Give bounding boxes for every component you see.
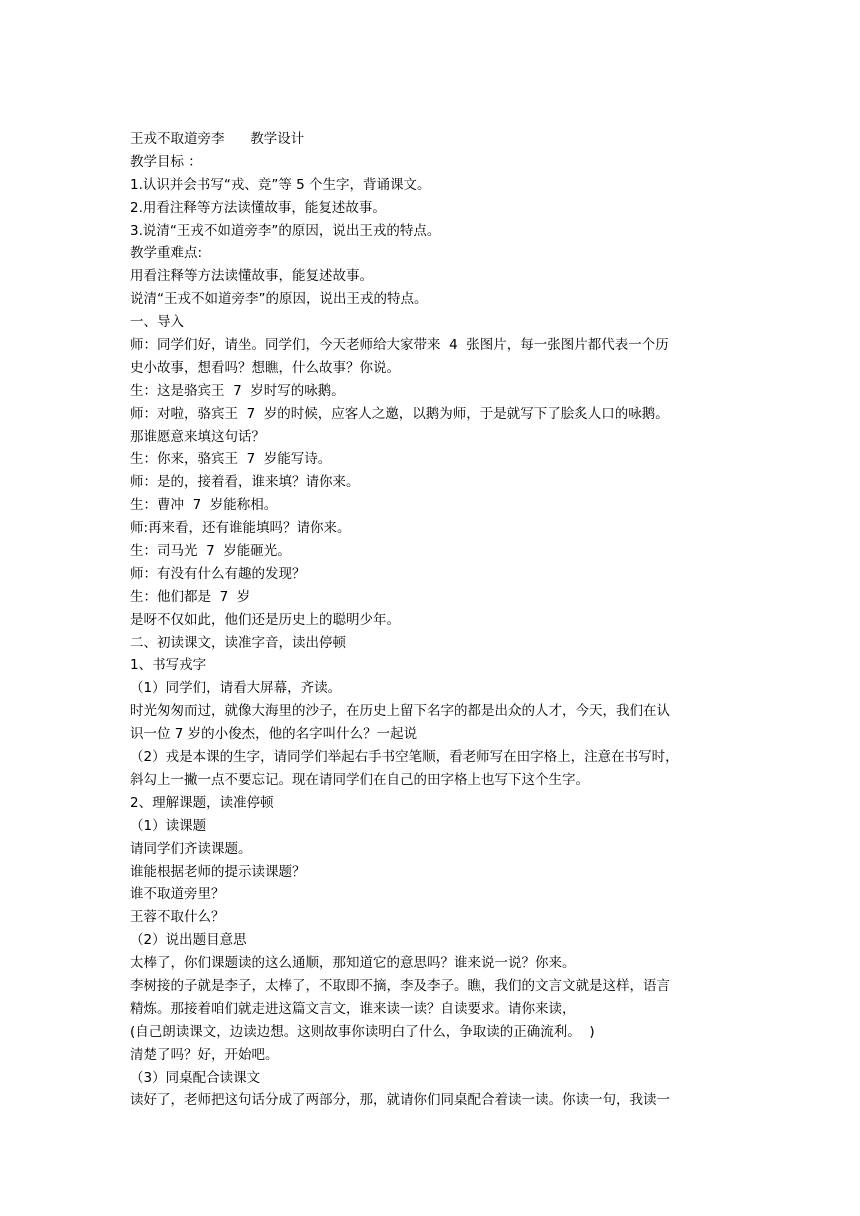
text-line: 2.用看注释等方法读懂故事，能复述故事。 — [130, 199, 386, 216]
text-line: 2、理解课题，读准停顿 — [130, 794, 274, 811]
text-line: 生：司马光 7 岁能砸光。 — [130, 543, 291, 560]
text-line: 用看注释等方法读懂故事，能复述故事。 — [130, 268, 373, 285]
text-line: 师:再来看，还有谁能填吗？请你来。 — [130, 520, 351, 537]
text-line: 生：曹冲 7 岁能称相。 — [130, 497, 278, 514]
text-line: (自己朗读课文，边读边想。这则故事你读明白了什么，争取读的正确流利。 ) — [130, 1023, 595, 1040]
text-line: 生：他们都是 7 岁 — [130, 588, 251, 605]
text-line: 教学目标 ： — [130, 153, 202, 170]
text-line: 请同学们齐读课题。 — [130, 840, 252, 857]
text-line: 那谁愿意来填这句话？ — [130, 428, 265, 445]
text-line: 师：是的，接着看，谁来填？请你来。 — [130, 474, 360, 491]
text-line: 精炼。那接着咱们就走进这篇文言文，谁来读一读？自读要求。请你来读， — [130, 1000, 576, 1017]
text-line: 师：同学们好，请坐。同学们，今天老师给大家带来 4 张图片，每一张图片都代表一个历 — [130, 337, 669, 354]
document-title: 王戎不取道旁李 教学设计 — [130, 131, 305, 147]
text-line: 生：这是骆宾王 7 岁时写的咏鹅。 — [130, 382, 345, 399]
text-line: 太棒了，你们课题读的这么通顺，那知道它的意思吗？谁来说一说？你来。 — [130, 955, 576, 972]
text-line: 谁不取道旁里？ — [130, 886, 225, 903]
text-line: 识一位 7 岁的小俊杰，他的名字叫什么？一起说 — [130, 726, 418, 743]
text-line: 3.说清“王戎不如道旁李”的原因，说出王戎的特点。 — [130, 222, 441, 239]
text-line: （1）读课题 — [130, 817, 207, 834]
text-line: 师：有没有什么有趣的发现？ — [130, 565, 306, 582]
text-line: 师：对啦，骆宾王 7 岁的时候，应客人之邀，以鹅为师，于是就写下了脍炙人口的咏鹅。 — [130, 405, 669, 422]
text-line: 斜勾上一撇一点不要忘记。现在请同学们在自己的田字格上也写下这个生字。 — [130, 771, 589, 788]
text-line: 读好了，老师把这句话分成了两部分，那，就请你们同桌配合着读一读。你读一句，我读一 — [130, 1092, 670, 1109]
text-line: （2）说出题目意思 — [130, 932, 247, 949]
text-line: 生：你来，骆宾王 7 岁能写诗。 — [130, 451, 332, 468]
text-line: 清楚了吗？好，开始吧。 — [130, 1046, 279, 1063]
text-line: 1.认识并会书写“戎、竞”等 5 个生字，背诵课文。 — [130, 176, 431, 193]
text-line: 二、初读课文，读准字音，读出停顿 — [130, 634, 346, 651]
text-line: 教学重难点: — [130, 245, 203, 262]
text-line: 说清“王戎不如道旁李”的原因，说出王戎的特点。 — [130, 291, 428, 308]
text-line: 是呀不仅如此，他们还是历史上的聪明少年。 — [130, 611, 400, 628]
text-line: （1）同学们，请看大屏幕，齐读。 — [130, 680, 342, 697]
document-body — [130, 128, 734, 1112]
text-line: （3）同桌配合读课文 — [130, 1069, 261, 1086]
text-line: 1、书写戎字 — [130, 657, 207, 674]
text-line: 一、导入 — [130, 314, 184, 331]
text-line: 史小故事，想看吗？想瞧，什么故事？你说。 — [130, 359, 400, 376]
text-line: （2）戎是本课的生字，请同学们举起右手书空笔顺，看老师写在田字格上，注意在书写时， — [130, 749, 679, 766]
text-line: 李树接的子就是李子，太棒了，不取即不摘，李及李子。瞧，我们的文言文就是这样，语言 — [130, 977, 670, 994]
text-line: 谁能根据老师的提示读课题？ — [130, 863, 306, 880]
text-line: 时光匆匆而过，就像大海里的沙子，在历史上留下名字的都是出众的人才，今天，我们在认 — [130, 703, 670, 720]
text-line: 王蓉不取什么？ — [130, 909, 225, 926]
